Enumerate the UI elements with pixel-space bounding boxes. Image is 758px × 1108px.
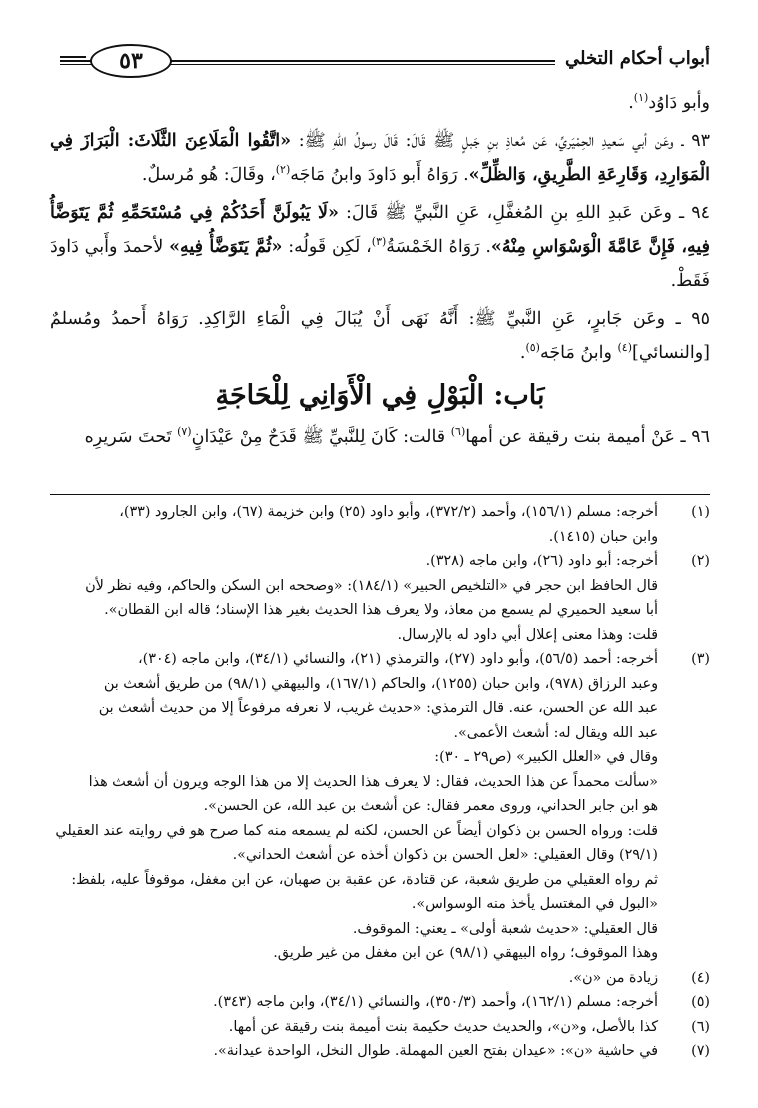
footnote-text (50, 647, 658, 966)
footnote-ref: (٤) (617, 341, 633, 355)
footnote-number: (٤) (691, 969, 710, 986)
footnote-ref: (٥) (525, 341, 540, 355)
footnote-line: وهذا الموقوف؛ رواه البيهقي (٩٨/١) عن ابن مغفل من غير طريق. (273, 945, 658, 961)
footnote-ref: (٧) (177, 425, 192, 439)
hadith-quote: «لَا يَبُولَنَّ أَحَدُكُمْ فِي مُسْتَحَمِّهِ ثُمَّ يَتَوَضَّأُ فِيهِ، فَإِنَّ عَامَّةَ الْوَسْوَاسِ مِنْهُ» (50, 203, 710, 257)
footnote-line: قلت: وهذا معنى إعلال أبي داود له بالإرسال. (397, 626, 658, 643)
paragraph-continuation: وأبو دَاوُد$^{(١)}$. (628, 91, 710, 113)
footnote (50, 990, 710, 1015)
footnote-number: (٧) (691, 1043, 710, 1059)
main-text (50, 86, 710, 458)
footnote-ref: (١) (633, 91, 649, 105)
hadith-94: ٩٤ ـ وعَن عَبدِ اللهِ بنِ المُغفَّلِ، عَنِ النَّبيِّ ﷺ قَالَ: «لَا يَبُولَنَّ أَحَدُكُمْ فِي مُسْتَحَمِّهِ ثُمَّ يَتَوَضَّأُ فِيهِ، فَإِنَّ عَامَّةَ الْوَسْوَاسِ مِنْهُ». رَوَاهُ الخَمْسَةُ$^{(٣)}$، لَكِن قَولُه: «ثُمَّ يَتَوَضَّأُ فِيهِ» لأحمدَ وأَبي دَاودَ فَقَطْ. (50, 203, 710, 291)
footnote-number: (٥) (691, 994, 710, 1010)
footnote-text (50, 500, 658, 549)
footnote-line: عبد الله ويقال له: أشعث الأعمى». (453, 724, 658, 741)
footnote-text (50, 990, 658, 1015)
footnote-line: أخرجه: مسلم (١٥٦/١)، وأحمد (٣٧٢/٢)، وأبو داود (٢٥) وابن خزيمة (٦٧)، وابن الجارود (٣٣)، (119, 504, 658, 520)
footnote-ref: (٦) (450, 425, 466, 439)
footnote-text (50, 549, 658, 647)
hadith-95: ٩٥ ـ وعَن جَابرٍ، عَنِ النَّبيِّ ﷺ: أَنَّهُ نَهَى أَنْ يُبَالَ فِي الْمَاءِ الرَّاكِدِ. رَوَاهُ أَحمدُ ومُسلمٌ [والنسائي]$^{(٤)}$ وابنُ مَاجَه$^{(٥)}$. (50, 309, 710, 363)
footnote-line: في حاشية «ن»: «عيدان بفتح العين المهملة. طوال النخل، الواحدة عيدانة». (213, 1043, 658, 1059)
footnote-line: «سألت محمداً عن هذا الحديث، فقال: لا يعرف هذا الحديث إلا من هذا الوجه ويرون أن أشعث هذا (88, 773, 658, 790)
chapter-heading: بَاب: الْبَوْلِ فِي الْأَوَانِي لِلْحَاجَةِ (215, 380, 545, 411)
footnote (50, 1039, 710, 1064)
footnote-ref: (٢) (275, 163, 291, 177)
footnote-text (50, 1039, 658, 1064)
header-ornament (60, 54, 86, 64)
footnote-line: عبد الله عن الحسن، عنه. قال الترمذي: «حديث غريب، لا نعرفه مرفوعاً إلا من حديث أشعث بن (98, 700, 658, 716)
footnote (50, 647, 710, 966)
footnote-line: وعبد الرزاق (٩٧٨)، وابن حبان (١٢٥٥)، والحاكم (١٦٧/١)، والبيهقي (٩٨/١) من طريق أشعث بن (103, 675, 658, 692)
footnote-line: قال الحافظ ابن حجر في «التلخيص الحبير» (١٨٤/١): «وصححه ابن السكن والحاكم، وفيه نظر لأن (85, 577, 658, 594)
footnote (50, 549, 710, 647)
footnote-line: (٢٩/١) وقال العقيلي: «لعل الحسن بن ذكوان أخذه عن أشعث الحداني». (232, 847, 658, 863)
footnote-separator (50, 494, 710, 495)
footnote-line: قال العقيلي: «حديث شعبة أولى» ـ يعني: الموقوف. (352, 920, 658, 937)
footnote-number: (١) (691, 504, 710, 520)
hadith-quote: «ثُمَّ يَتَوَضَّأُ فِيهِ» (169, 237, 283, 257)
footnote-line: كذا بالأصل، و«ن»، والحديث حديث حكيمة بنت أميمة بنت رقيقة عن أمها. (228, 1018, 658, 1035)
footnote-number: (٦) (691, 1018, 710, 1035)
footnote (50, 1015, 710, 1040)
page-header (60, 44, 710, 78)
footnote-ref: (٣) (371, 235, 387, 249)
footnote (50, 500, 710, 549)
footnote-line: قلت: ورواه الحسن بن ذكوان أيضاً عن الحسن، لكنه لم يسمعه منه كما صرح هو في روايته عند العقيلي (55, 822, 658, 839)
footnotes (50, 500, 710, 1064)
footnote-text (50, 1015, 658, 1040)
footnote-line: ثم رواه العقيلي من طريق شعبة، عن قتادة، عن عقبة بن صهبان، عن ابن مغفل، موقوفاً عليه، بلفظ: (71, 871, 658, 888)
hadith-96: ٩٦ ـ عَنْ أميمة بنت رقيقة عن أمها$^{(٦)}$ قالت: كَانَ لِلنَّبيِّ ﷺ قَدَحٌ مِنْ عَيْدَانٍ$^{(٧)}$ تَحتَ سَريرِه (84, 425, 710, 447)
footnote-line: أخرجه: مسلم (١٦٢/١)، وأحمد (٣٥٠/٣)، والنسائي (٣٤/١)، وابن ماجه (٣٤٣). (213, 994, 658, 1010)
footnote-line: أخرجه: أحمد (٥٦/٥)، وأبو داود (٢٧)، والترمذي (٢١)، والنسائي (٣٤/١)، وابن ماجه (٣٠٤)، (138, 651, 658, 667)
footnote-number: (٣) (691, 651, 710, 667)
footnote-line: وقال في «العلل الكبير» (ص٢٩ ـ ٣٠): (434, 749, 658, 765)
page-number: ٥٣ (90, 44, 172, 78)
footnote-line: «البول في المغتسل يأخذ منه الوسواس». (411, 896, 658, 912)
footnote-line: زيادة من «ن». (568, 969, 658, 986)
footnote-line: هو ابن جابر الحداني، وروى معمر فقال: عن أشعث بن عبد الله، عن الحسن». (203, 798, 658, 814)
running-title: أبواب أحكام التخلي (555, 44, 710, 74)
footnote-line: وابن حبان (١٤١٥). (548, 528, 658, 545)
hadith-quote: «اتَّقُوا الْمَلَاعِنَ الثَّلَاثَ: الْبَرَازَ فِي الْمَوَارِدِ، وَقَارِعَةِ الطَّرِيقِ، وَالظِّلِّ» (50, 131, 710, 185)
footnote (50, 966, 710, 991)
footnote-line: أخرجه: أبو داود (٢٦)، وابن ماجه (٣٢٨). (425, 553, 658, 569)
hadith-93: ٩٣ ـ وعَن أبي سَعيدِ الحِمْيَريِّ، عَن مُعاذِ بنِ جَبلٍ ﷺ قَالَ: قَالَ رسولُ اللهِ ﷺ: «اتَّقُوا الْمَلَاعِنَ الثَّلَاثَ: الْبَرَازَ فِي الْمَوَارِدِ، وَقَارِعَةِ الطَّرِيقِ، وَالظِّلِّ». رَوَاهُ أَبو دَاودَ وابنُ مَاجَه$^{(٢)}$، وقَالَ: هُو مُرسلٌ. (50, 131, 711, 185)
footnote-line: أبا سعيد الحميري لم يسمع من معاذ، ولا يعرف هذا الحديث بغير هذا الإسناد؛ قاله ابن القطان». (104, 602, 658, 618)
footnote-text (50, 966, 658, 991)
footnote-number: (٢) (691, 553, 710, 569)
